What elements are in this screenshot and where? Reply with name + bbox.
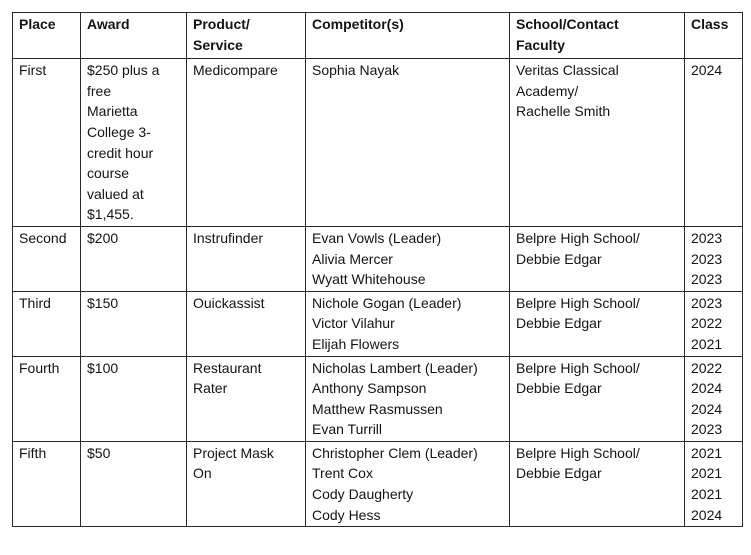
- award-line: free: [87, 82, 112, 99]
- competitor-name: Cody Daugherty: [312, 486, 414, 503]
- class-year: 2024: [691, 62, 723, 79]
- class-year: 2024: [691, 400, 723, 417]
- award-line: $1,455.: [87, 206, 134, 223]
- class-year: 2023: [691, 421, 723, 438]
- header-class: Class: [685, 13, 743, 59]
- class-year: 2024: [691, 380, 723, 397]
- place-cell: Fifth: [13, 441, 81, 526]
- class-cell: [685, 291, 743, 356]
- award-cell: [81, 356, 187, 441]
- class-year: 2022: [691, 315, 723, 332]
- header-school-line: Faculty: [516, 36, 566, 53]
- school-line: Belpre High School/: [516, 229, 640, 246]
- product-cell: [187, 59, 306, 227]
- school-line: Debbie Edgar: [516, 250, 602, 267]
- product-line: Restaurant: [193, 359, 262, 376]
- awards-table: [12, 12, 743, 527]
- competitor-name: Christopher Clem (Leader): [312, 444, 478, 461]
- competitor-name: Cody Hess: [312, 506, 381, 523]
- school-line: Academy/: [516, 82, 579, 99]
- competitor-name: Trent Cox: [312, 465, 373, 482]
- school-cell: [510, 441, 685, 526]
- competitor-name: Victor Vilahur: [312, 315, 395, 332]
- class-year: 2022: [691, 359, 723, 376]
- class-year: 2021: [691, 444, 723, 461]
- competitors-cell: [306, 441, 510, 526]
- class-year: 2023: [691, 229, 723, 246]
- product-cell: [187, 441, 306, 526]
- header-competitors: Competitor(s): [306, 13, 510, 59]
- school-line: Belpre High School/: [516, 444, 640, 461]
- product-cell: [187, 356, 306, 441]
- competitor-name: Evan Turrill: [312, 421, 383, 438]
- award-line: College 3-: [87, 123, 151, 140]
- competitor-name: Nichole Gogan (Leader): [312, 294, 462, 311]
- competitors-cell: [306, 356, 510, 441]
- award-line: Marietta: [87, 103, 138, 120]
- class-cell: [685, 356, 743, 441]
- school-line: Debbie Edgar: [516, 315, 602, 332]
- school-cell: [510, 291, 685, 356]
- header-school-line: School/Contact: [516, 16, 619, 32]
- competitors-cell: [306, 291, 510, 356]
- school-cell: [510, 226, 685, 291]
- award-cell: [81, 226, 187, 291]
- product-line: Instrufinder: [193, 229, 264, 246]
- class-cell: [685, 59, 743, 227]
- product-cell: [187, 291, 306, 356]
- place-cell: Fourth: [13, 356, 81, 441]
- product-line: On: [193, 465, 212, 482]
- school-cell: [510, 59, 685, 227]
- header-row: [13, 13, 743, 59]
- header-place: Place: [13, 13, 81, 59]
- competitor-name: Wyatt Whitehouse: [312, 271, 426, 288]
- award-line: $100: [87, 359, 119, 376]
- school-line: Belpre High School/: [516, 359, 640, 376]
- place-cell: First: [13, 59, 81, 227]
- product-cell: [187, 226, 306, 291]
- competitor-name: Nicholas Lambert (Leader): [312, 359, 478, 376]
- table-row: [13, 356, 743, 441]
- header-product-line: Service: [193, 36, 243, 53]
- award-line: $50: [87, 444, 111, 461]
- competitor-name: Matthew Rasmussen: [312, 400, 443, 417]
- class-year: 2023: [691, 271, 723, 288]
- school-line: Belpre High School/: [516, 294, 640, 311]
- award-cell: [81, 291, 187, 356]
- product-line: Project Mask: [193, 444, 274, 461]
- header-school: [510, 13, 685, 59]
- school-cell: [510, 356, 685, 441]
- class-year: 2024: [691, 506, 723, 523]
- competitor-name: Elijah Flowers: [312, 335, 400, 352]
- award-cell: [81, 441, 187, 526]
- competitor-name: Anthony Sampson: [312, 380, 427, 397]
- header-product-line: Product/: [193, 16, 250, 32]
- place-cell: Third: [13, 291, 81, 356]
- place-cell: Second: [13, 226, 81, 291]
- product-line: Rater: [193, 380, 228, 397]
- product-line: Medicompare: [193, 62, 278, 79]
- award-line: credit hour: [87, 144, 154, 161]
- competitors-cell: [306, 59, 510, 227]
- class-year: 2023: [691, 294, 723, 311]
- school-line: Veritas Classical: [516, 62, 619, 79]
- award-cell: [81, 59, 187, 227]
- header-product: [187, 13, 306, 59]
- class-cell: [685, 441, 743, 526]
- table-row: [13, 226, 743, 291]
- award-line: valued at: [87, 185, 144, 202]
- product-line: Ouickassist: [193, 294, 265, 311]
- header-award: Award: [81, 13, 187, 59]
- table-row: [13, 441, 743, 526]
- class-year: 2021: [691, 486, 723, 503]
- class-cell: [685, 226, 743, 291]
- table-row: [13, 291, 743, 356]
- competitor-name: Sophia Nayak: [312, 62, 400, 79]
- competitor-name: Evan Vowls (Leader): [312, 229, 442, 246]
- competitors-cell: [306, 226, 510, 291]
- award-line: $250 plus a: [87, 62, 160, 79]
- school-line: Debbie Edgar: [516, 465, 602, 482]
- table-row: [13, 59, 743, 227]
- competitor-name: Alivia Mercer: [312, 250, 393, 267]
- class-year: 2021: [691, 465, 723, 482]
- award-line: course: [87, 165, 130, 182]
- class-year: 2023: [691, 250, 723, 267]
- school-line: Rachelle Smith: [516, 103, 611, 120]
- award-line: $150: [87, 294, 119, 311]
- table-body: [13, 59, 743, 527]
- class-year: 2021: [691, 335, 723, 352]
- school-line: Debbie Edgar: [516, 380, 602, 397]
- award-line: $200: [87, 229, 119, 246]
